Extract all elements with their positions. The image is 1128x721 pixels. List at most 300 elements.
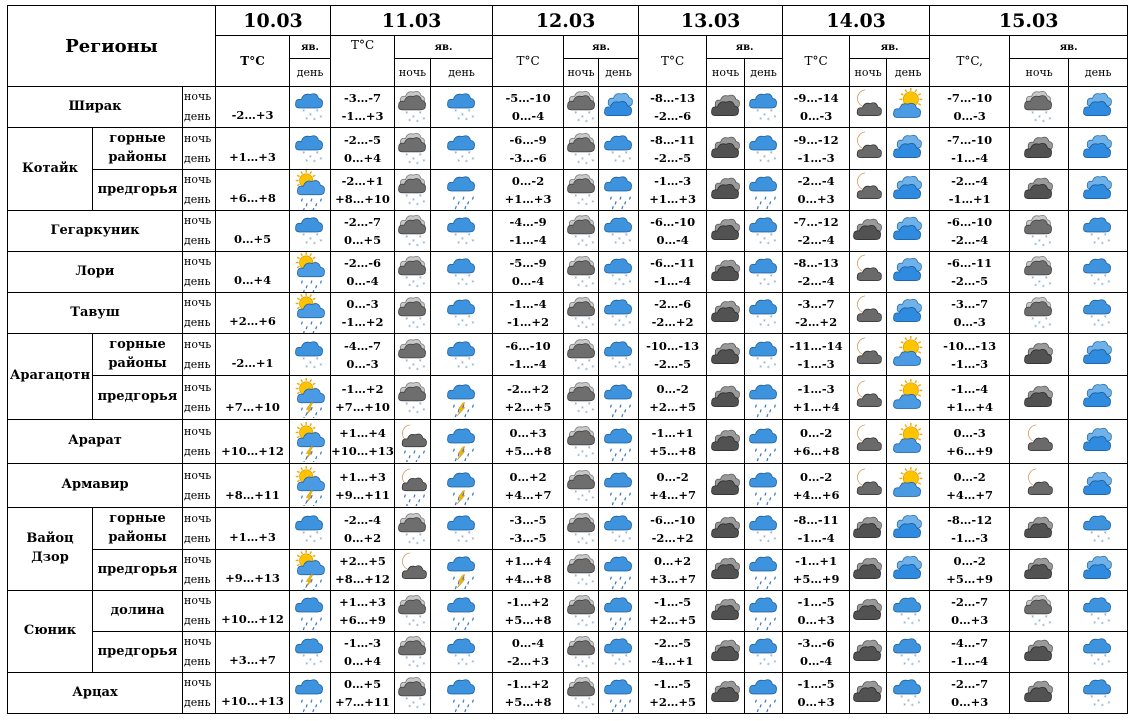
day-temperature: -2…+3 [507, 654, 550, 668]
temperature-range [783, 464, 850, 508]
day-temperature: 0…+4 [343, 654, 382, 668]
svg-text:*: * [581, 449, 584, 456]
svg-text:*: * [315, 357, 319, 364]
svg-text:*: * [1031, 111, 1035, 118]
day-temperature: +6…+9 [339, 613, 386, 627]
svg-text:*: * [773, 239, 776, 246]
svg-text:*: * [587, 574, 591, 581]
svg-text:*: * [1093, 282, 1097, 289]
svg-text:*: * [755, 315, 759, 322]
dark-cloud-with-snow-icon [564, 293, 599, 334]
temperature-range [639, 211, 707, 252]
moon-cloud-rain-icon [395, 464, 431, 508]
temperature-range [493, 591, 564, 632]
svg-text:*: * [773, 536, 776, 543]
svg-text:*: * [412, 156, 415, 163]
svg-text:*: * [581, 115, 584, 122]
dark-cloud-icon [1010, 170, 1069, 211]
night-temperature: -6…-11 [650, 256, 696, 270]
svg-text:*: * [1107, 536, 1111, 543]
temperature-range [493, 632, 564, 673]
svg-text:*: * [412, 619, 415, 626]
temperature-range [493, 334, 564, 376]
svg-text:*: * [584, 665, 588, 672]
svg-text:*: * [471, 156, 474, 163]
temperature-range [639, 252, 707, 293]
cloud-with-snow-icon [431, 508, 493, 550]
svg-text:*: * [418, 697, 422, 704]
svg-text:*: * [907, 658, 911, 665]
temperature-range [331, 420, 395, 464]
svg-text:*: * [574, 615, 578, 622]
svg-text:*: * [913, 654, 917, 661]
svg-text:*: * [762, 237, 766, 244]
phenomena-header: яв. [564, 36, 639, 59]
dark-cloud-with-snow-icon [395, 673, 431, 714]
svg-text:*: * [467, 151, 471, 158]
night-day-labels [183, 632, 216, 673]
temperature-header: T°C [639, 36, 707, 87]
cloud-with-snow-icon [599, 293, 639, 334]
day-temperature: -2…-4 [797, 233, 835, 247]
cloud-with-rain-icon [745, 550, 783, 591]
phenomena-header: яв. [1010, 36, 1128, 59]
sun-behind-cloud-icon [887, 87, 930, 128]
sun-behind-cloud-icon [887, 334, 930, 376]
svg-text:*: * [621, 663, 625, 670]
svg-text:*: * [1034, 623, 1038, 630]
phenomena-header: яв. [850, 36, 930, 59]
svg-text:*: * [584, 326, 588, 333]
temperature-range [783, 334, 850, 376]
svg-text:*: * [587, 235, 591, 242]
svg-text:*: * [584, 583, 588, 590]
svg-text:*: * [467, 654, 471, 661]
svg-text:*: * [405, 656, 409, 663]
svg-text:*: * [574, 359, 578, 366]
svg-text:*: * [305, 241, 309, 248]
day-temperature: +6…+8 [792, 443, 840, 458]
dark-cloud-with-snow-icon [1010, 591, 1069, 632]
night-day-labels [183, 293, 216, 334]
temperature-range [493, 420, 564, 464]
temperature-range [783, 591, 850, 632]
svg-text:*: * [587, 359, 591, 366]
regions-title: Регионы [8, 6, 216, 87]
night-day-labels [183, 87, 216, 128]
svg-text:*: * [302, 654, 306, 661]
dark-cloud-icon [707, 128, 745, 170]
svg-text:*: * [624, 531, 628, 538]
svg-text:*: * [755, 274, 759, 281]
svg-text:*: * [581, 619, 584, 626]
temperature-range [930, 334, 1010, 376]
svg-text:*: * [460, 237, 464, 244]
svg-text:*: * [460, 658, 464, 665]
night-label: ночь [184, 424, 212, 438]
temperature-range [930, 508, 1010, 550]
svg-text:*: * [917, 701, 921, 708]
svg-text:*: * [758, 158, 762, 165]
svg-text:*: * [581, 198, 584, 205]
night-temperature: +2…+5 [339, 554, 386, 568]
dark-cloud-with-snow-icon [564, 170, 599, 211]
night-temperature: -2…-7 [951, 595, 989, 609]
svg-text:*: * [613, 282, 617, 289]
temperature-range [331, 293, 395, 334]
svg-text:*: * [584, 624, 588, 631]
svg-text:*: * [574, 317, 578, 324]
day-temperature: +4…+7 [649, 487, 696, 502]
sun-behind-cloud-icon [887, 376, 930, 420]
night-temperature: -5…-9 [509, 256, 547, 270]
cloud-with-rain-icon [745, 420, 783, 464]
svg-text:*: * [581, 493, 584, 500]
day-temperature: 0…+3 [797, 613, 835, 627]
dark-cloud-with-snow-icon [564, 591, 599, 632]
moon-with-cloud-icon [395, 550, 431, 591]
svg-text:*: * [456, 662, 460, 669]
night-temperature: -6…-10 [947, 215, 993, 229]
svg-text:*: * [464, 663, 468, 670]
svg-text:*: * [456, 323, 460, 330]
svg-text:*: * [471, 362, 474, 369]
svg-text:*: * [613, 158, 617, 165]
svg-text:*: * [405, 615, 409, 622]
table-row [8, 87, 1128, 128]
svg-text:*: * [1101, 324, 1104, 331]
svg-text:*: * [319, 362, 323, 369]
temperature-range [783, 550, 850, 591]
cloud-with-rain-icon [745, 591, 783, 632]
night-temperature: -8…-11 [793, 512, 839, 527]
night-temperature: 0…-3 [953, 425, 986, 440]
dark-cloud-icon [707, 87, 745, 128]
svg-text:*: * [628, 536, 631, 543]
svg-text:*: * [621, 365, 625, 372]
temperature-range [783, 170, 850, 211]
svg-text:*: * [581, 405, 584, 412]
cloud-with-snow-icon [1069, 591, 1128, 632]
cloud-with-snow-icon [431, 293, 493, 334]
cloud-with-rain-icon [599, 550, 639, 591]
svg-text:*: * [758, 117, 762, 124]
temperature-range [639, 550, 707, 591]
svg-text:*: * [1044, 615, 1048, 622]
day-temperature: 0…+3 [951, 695, 989, 709]
cloud-with-rain-icon [599, 376, 639, 420]
svg-text:*: * [591, 621, 595, 628]
night-temperature: -2…-5 [654, 636, 692, 650]
day-temperature: 0…-4 [799, 654, 833, 668]
day-temperature: -4…+1 [651, 654, 694, 668]
svg-text:*: * [1093, 621, 1097, 628]
night-label: ночь [184, 214, 212, 227]
blue-clouds-icon [887, 211, 930, 252]
subregion-name: горные районы [93, 334, 183, 376]
table-row [8, 508, 1128, 550]
moon-with-cloud-icon [850, 170, 887, 211]
moon-with-cloud-icon [850, 420, 887, 464]
night-day-labels [183, 420, 216, 464]
temperature-range [639, 591, 707, 632]
night-temperature: -10…-13 [646, 338, 700, 353]
svg-text:*: * [581, 239, 584, 246]
svg-text:*: * [917, 619, 921, 626]
temperature-range [331, 211, 395, 252]
svg-text:*: * [769, 109, 773, 116]
day-temperature: +4…+7 [946, 487, 994, 502]
dark-cloud-with-snow-icon [395, 87, 431, 128]
subregion-name: горные районы [93, 128, 183, 170]
subregion-name: предгорья [93, 632, 183, 673]
svg-text:*: * [405, 533, 409, 540]
night-temperature: -4…-7 [344, 338, 382, 353]
svg-text:*: * [305, 662, 309, 669]
svg-text:*: * [408, 284, 412, 291]
svg-text:*: * [471, 280, 474, 287]
night-temperature: -1…-4 [509, 297, 547, 311]
temperature-10-03: -2…+3 [216, 87, 290, 128]
svg-text:*: * [1042, 285, 1045, 292]
region-name: Гегаркуник [8, 211, 183, 252]
cloud-with-snow-icon [290, 87, 331, 128]
svg-text:*: * [302, 109, 306, 116]
blue-clouds-icon [1069, 550, 1128, 591]
temperature-range [783, 376, 850, 420]
svg-text:*: * [456, 282, 460, 289]
cloud-with-snow-icon [1069, 673, 1128, 714]
svg-text:*: * [577, 284, 581, 291]
svg-text:*: * [577, 160, 581, 167]
svg-text:*: * [628, 239, 631, 246]
svg-text:*: * [405, 153, 409, 160]
svg-text:*: * [587, 446, 591, 453]
night-day-labels [183, 591, 216, 632]
svg-text:*: * [587, 153, 591, 160]
svg-text:*: * [766, 663, 770, 670]
svg-text:*: * [587, 276, 591, 283]
temperature-10-03: +2…+6 [216, 293, 290, 334]
dark-cloud-with-snow-icon [1010, 293, 1069, 334]
day-temperature: 0…+3 [951, 613, 989, 627]
svg-text:*: * [577, 582, 581, 589]
night-day-labels [183, 376, 216, 420]
svg-text:*: * [584, 410, 588, 417]
cloud-with-rain-icon [599, 420, 639, 464]
svg-text:*: * [574, 697, 578, 704]
svg-text:*: * [467, 109, 471, 116]
svg-text:*: * [453, 315, 457, 322]
svg-text:*: * [418, 359, 422, 366]
svg-text:*: * [412, 239, 415, 246]
svg-text:*: * [624, 654, 628, 661]
svg-text:*: * [460, 360, 464, 367]
region-name: Тавуш [8, 293, 183, 334]
svg-text:*: * [453, 531, 457, 538]
day-label: день [184, 357, 211, 371]
temperature-range [639, 170, 707, 211]
svg-text:*: * [1044, 317, 1048, 324]
region-name: Лори [8, 252, 183, 293]
night-temperature: -2…-7 [951, 677, 989, 691]
svg-text:*: * [315, 531, 319, 538]
svg-text:*: * [587, 615, 591, 622]
svg-text:*: * [574, 235, 578, 242]
night-day-labels [183, 508, 216, 550]
svg-text:*: * [621, 539, 625, 546]
day-temperature: +1…+3 [649, 192, 696, 206]
svg-text:*: * [1101, 539, 1104, 546]
night-temperature: -3…-7 [797, 297, 835, 311]
table-row [8, 673, 1128, 714]
svg-text:*: * [574, 402, 578, 409]
temperature-range [493, 464, 564, 508]
svg-text:*: * [1093, 323, 1097, 330]
cloud-with-snow-icon [745, 334, 783, 376]
svg-text:*: * [610, 357, 614, 364]
svg-text:*: * [422, 323, 426, 330]
day-temperature: +8…+10 [335, 192, 390, 206]
cloud-with-rain-icon [745, 673, 783, 714]
night-day-labels [183, 211, 216, 252]
svg-text:*: * [574, 276, 578, 283]
svg-text:*: * [422, 538, 426, 545]
svg-text:*: * [762, 278, 766, 285]
cloud-with-snow-icon [745, 128, 783, 170]
svg-text:*: * [415, 244, 419, 251]
svg-text:*: * [762, 319, 766, 326]
night-temperature: -1…-5 [797, 677, 835, 691]
svg-text:*: * [319, 156, 323, 163]
svg-text:*: * [591, 158, 595, 165]
svg-text:*: * [1090, 315, 1094, 322]
night-temperature: -2…-6 [654, 297, 692, 311]
temperature-header: T°C [783, 36, 850, 87]
svg-text:*: * [471, 321, 474, 328]
temperature-range [783, 673, 850, 714]
svg-text:*: * [1034, 284, 1038, 291]
svg-text:*: * [577, 540, 581, 547]
svg-text:*: * [574, 446, 578, 453]
subregion-name: предгорья [93, 550, 183, 591]
svg-text:*: * [1107, 701, 1111, 708]
day-temperature: +7…+11 [335, 695, 390, 709]
svg-text:*: * [581, 321, 584, 328]
table-row [8, 170, 1128, 211]
cloud-with-snow-icon [431, 128, 493, 170]
temperature-range [930, 170, 1010, 211]
cloud-with-snow-icon [1069, 293, 1128, 334]
night-label: ночь [184, 255, 212, 268]
svg-text:*: * [1107, 619, 1111, 626]
night-temperature: -1…-3 [344, 636, 382, 650]
svg-text:*: * [755, 151, 759, 158]
svg-text:*: * [464, 283, 468, 290]
night-subheader: ночь [1010, 59, 1069, 87]
svg-text:*: * [577, 664, 581, 671]
svg-text:*: * [610, 531, 614, 538]
day-label: день [184, 444, 211, 458]
temperature-range [930, 673, 1010, 714]
svg-text:*: * [460, 278, 464, 285]
night-temperature: -2…-5 [344, 132, 382, 147]
night-temperature: 0…-2 [953, 554, 986, 568]
date-header: 11.03 [331, 6, 493, 36]
night-temperature: -2…-6 [344, 256, 382, 270]
svg-text:*: * [312, 242, 316, 249]
day-label: день [184, 655, 211, 668]
svg-text:*: * [1042, 326, 1045, 333]
dark-cloud-icon [707, 508, 745, 550]
svg-text:*: * [471, 660, 474, 667]
night-temperature: -1…+1 [795, 554, 838, 568]
moon-with-cloud-icon [850, 293, 887, 334]
svg-text:*: * [1097, 617, 1101, 624]
day-temperature: +10…+13 [331, 443, 394, 458]
svg-text:*: * [418, 533, 422, 540]
svg-text:*: * [319, 536, 323, 543]
svg-text:*: * [587, 402, 591, 409]
svg-text:*: * [581, 536, 584, 543]
night-temperature: -4…-9 [509, 215, 547, 229]
svg-text:*: * [591, 200, 595, 207]
blue-clouds-icon [599, 87, 639, 128]
table-row [8, 591, 1128, 632]
svg-text:*: * [1093, 662, 1097, 669]
svg-text:*: * [464, 365, 468, 372]
region-name: Арагацотн [8, 334, 93, 420]
svg-text:*: * [418, 317, 422, 324]
svg-text:*: * [422, 703, 426, 710]
night-temperature: 0…-2 [656, 469, 689, 484]
svg-text:*: * [1097, 534, 1101, 541]
svg-text:*: * [1097, 699, 1101, 706]
svg-text:*: * [907, 699, 911, 706]
day-temperature: +5…+9 [792, 572, 840, 586]
day-subheader: день [290, 59, 331, 87]
dark-cloud-icon [1010, 550, 1069, 591]
svg-text:*: * [610, 654, 614, 661]
day-label: день [184, 316, 211, 329]
svg-text:*: * [773, 321, 776, 328]
night-label: ночь [184, 296, 212, 309]
svg-text:*: * [315, 233, 319, 240]
day-label: день [184, 151, 211, 165]
svg-text:*: * [1038, 115, 1042, 122]
temperature-range [493, 508, 564, 550]
svg-text:*: * [412, 321, 415, 328]
day-temperature: +2…+5 [649, 613, 696, 627]
dark-cloud-with-snow-icon [564, 252, 599, 293]
night-temperature: -1…-3 [654, 174, 692, 188]
svg-text:*: * [613, 538, 617, 545]
temperature-10-03: +1…+3 [216, 508, 290, 550]
temperature-10-03: +3…+7 [216, 632, 290, 673]
cloud-with-snow-icon [1069, 252, 1128, 293]
moon-with-cloud-icon [850, 464, 887, 508]
cloud-with-snow-icon [431, 334, 493, 376]
night-day-labels [183, 334, 216, 376]
day-temperature: +5…+8 [504, 695, 552, 709]
day-temperature: +8…+12 [335, 572, 390, 586]
svg-text:*: * [1034, 325, 1038, 332]
night-label: ночь [184, 676, 212, 689]
svg-text:*: * [453, 109, 457, 116]
svg-text:*: * [408, 366, 412, 373]
svg-text:*: * [758, 241, 762, 248]
svg-text:*: * [624, 151, 628, 158]
